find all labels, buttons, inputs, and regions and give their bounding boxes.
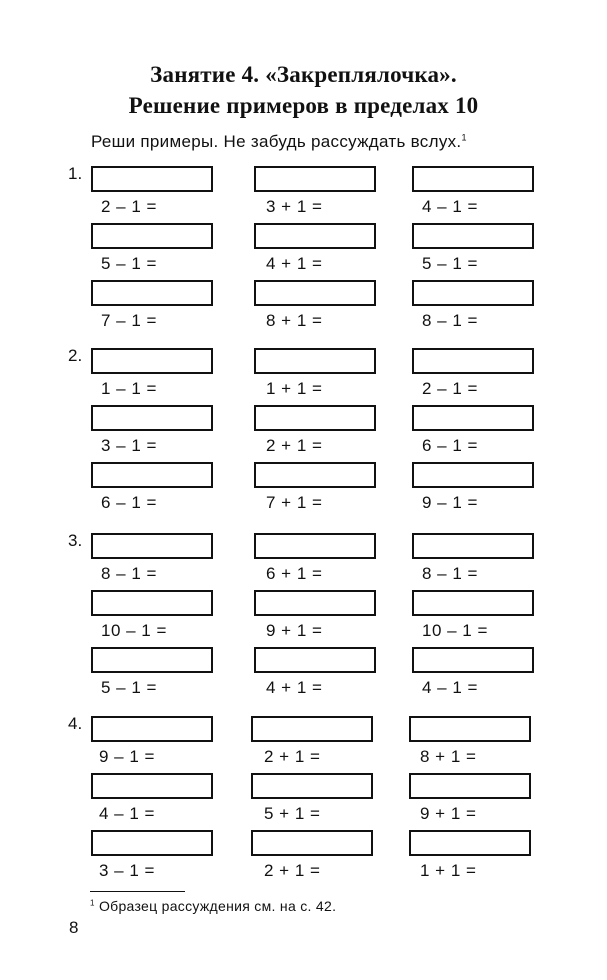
- section-number: 4.: [68, 714, 83, 733]
- answer-box[interactable]: [91, 166, 213, 192]
- answer-box[interactable]: [254, 223, 376, 249]
- answer-box[interactable]: [254, 348, 376, 374]
- math-expression: 2 + 1 =: [264, 747, 321, 766]
- answer-box[interactable]: [412, 348, 534, 374]
- answer-box[interactable]: [409, 830, 531, 856]
- math-expression: 3 – 1 =: [99, 861, 155, 880]
- math-expression: 6 – 1 =: [101, 493, 157, 512]
- answer-box[interactable]: [254, 280, 376, 306]
- answer-box[interactable]: [91, 405, 213, 431]
- instruction-text: [91, 132, 467, 152]
- answer-box[interactable]: [91, 223, 213, 249]
- math-expression: 7 + 1 =: [266, 493, 323, 512]
- math-expression: 4 – 1 =: [422, 678, 478, 697]
- footnote-mark: 1: [90, 898, 95, 908]
- page-number: 8: [69, 918, 79, 937]
- math-expression: 5 – 1 =: [101, 254, 157, 273]
- lesson-title: Занятие 4. «Закреплялочка».: [150, 62, 457, 87]
- section-number: 3.: [68, 531, 83, 550]
- math-expression: 1 – 1 =: [101, 379, 157, 398]
- math-expression: 9 + 1 =: [420, 804, 477, 823]
- math-expression: 8 – 1 =: [422, 311, 478, 330]
- answer-box[interactable]: [412, 647, 534, 673]
- answer-box[interactable]: [91, 647, 213, 673]
- answer-box[interactable]: [91, 590, 213, 616]
- answer-box[interactable]: [412, 405, 534, 431]
- answer-box[interactable]: [91, 830, 213, 856]
- math-expression: 4 – 1 =: [422, 197, 478, 216]
- answer-box[interactable]: [251, 830, 373, 856]
- answer-box[interactable]: [412, 533, 534, 559]
- math-expression: 5 – 1 =: [101, 678, 157, 697]
- math-expression: 6 – 1 =: [422, 436, 478, 455]
- answer-box[interactable]: [254, 166, 376, 192]
- footnote-text: Образец рассуждения см. на с. 42.: [98, 898, 337, 914]
- math-expression: 2 – 1 =: [422, 379, 478, 398]
- math-expression: 7 – 1 =: [101, 311, 157, 330]
- math-expression: 4 – 1 =: [99, 804, 155, 823]
- answer-box[interactable]: [251, 773, 373, 799]
- answer-box[interactable]: [412, 280, 534, 306]
- section-number: 1.: [68, 164, 83, 183]
- answer-box[interactable]: [254, 590, 376, 616]
- footnote-reference: 1: [461, 132, 467, 143]
- math-expression: 4 + 1 =: [266, 678, 323, 697]
- answer-box[interactable]: [254, 647, 376, 673]
- math-expression: 9 – 1 =: [422, 493, 478, 512]
- answer-box[interactable]: [254, 533, 376, 559]
- answer-box[interactable]: [409, 716, 531, 742]
- math-expression: 2 + 1 =: [264, 861, 321, 880]
- math-expression: 5 + 1 =: [264, 804, 321, 823]
- math-expression: 8 – 1 =: [101, 564, 157, 583]
- answer-box[interactable]: [91, 716, 213, 742]
- math-expression: 10 – 1 =: [422, 621, 488, 640]
- footnote: [90, 898, 336, 914]
- answer-box[interactable]: [412, 590, 534, 616]
- math-expression: 2 + 1 =: [266, 436, 323, 455]
- math-expression: 5 – 1 =: [422, 254, 478, 273]
- exercise-section-1: [0, 162, 607, 332]
- math-expression: 1 + 1 =: [266, 379, 323, 398]
- math-expression: 4 + 1 =: [266, 254, 323, 273]
- answer-box[interactable]: [251, 716, 373, 742]
- answer-box[interactable]: [91, 462, 213, 488]
- answer-box[interactable]: [412, 462, 534, 488]
- math-expression: 9 + 1 =: [266, 621, 323, 640]
- math-expression: 9 – 1 =: [99, 747, 155, 766]
- answer-box[interactable]: [254, 462, 376, 488]
- math-expression: 8 + 1 =: [266, 311, 323, 330]
- math-expression: 10 – 1 =: [101, 621, 167, 640]
- math-expression: 8 – 1 =: [422, 564, 478, 583]
- answer-box[interactable]: [254, 405, 376, 431]
- lesson-subtitle: Решение примеров в пределах 10: [128, 93, 479, 118]
- instruction-label: Реши примеры. Не забудь рассуждать вслух.: [91, 132, 462, 151]
- section-number: 2.: [68, 346, 83, 365]
- answer-box[interactable]: [409, 773, 531, 799]
- exercise-section-2: [0, 344, 607, 514]
- math-expression: 6 + 1 =: [266, 564, 323, 583]
- exercise-section-4: [0, 712, 607, 882]
- math-expression: 1 + 1 =: [420, 861, 477, 880]
- answer-box[interactable]: [412, 223, 534, 249]
- answer-box[interactable]: [91, 533, 213, 559]
- math-expression: 3 – 1 =: [101, 436, 157, 455]
- math-expression: 8 + 1 =: [420, 747, 477, 766]
- math-expression: 3 + 1 =: [266, 197, 323, 216]
- answer-box[interactable]: [91, 348, 213, 374]
- answer-box[interactable]: [91, 280, 213, 306]
- footnote-divider: [90, 891, 185, 892]
- math-expression: 2 – 1 =: [101, 197, 157, 216]
- answer-box[interactable]: [91, 773, 213, 799]
- exercise-section-3: [0, 529, 607, 699]
- answer-box[interactable]: [412, 166, 534, 192]
